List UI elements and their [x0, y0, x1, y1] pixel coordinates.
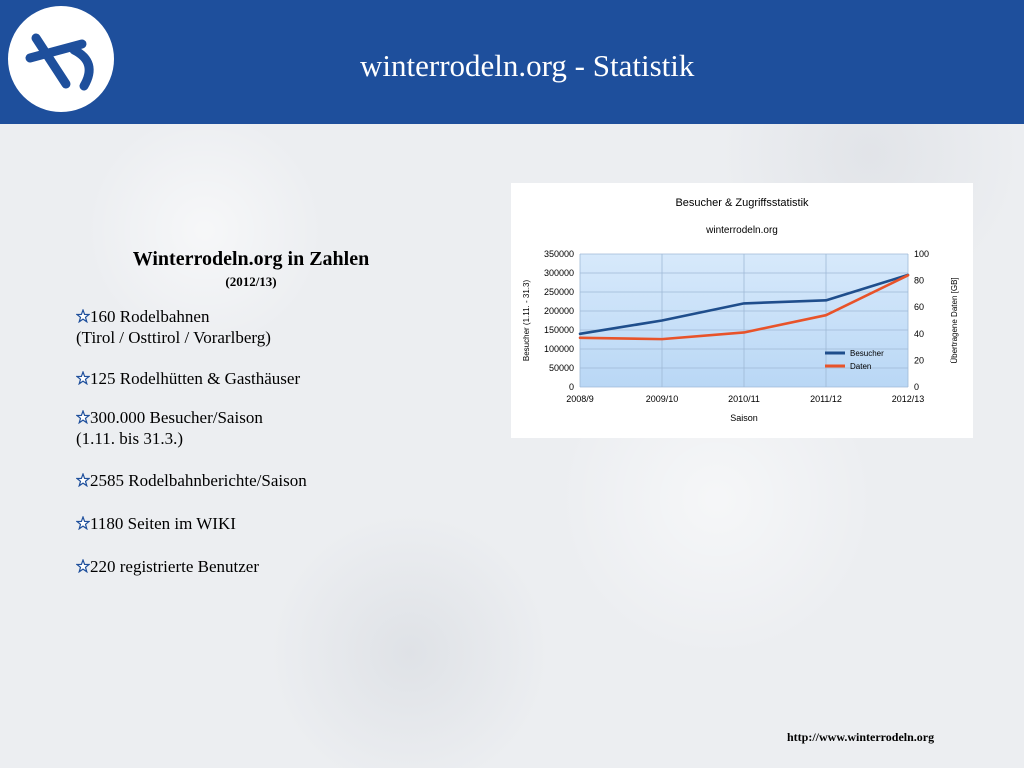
y2-tick-label: 20	[914, 355, 925, 366]
stat-item-text: 125 Rodelhütten & Gasthäuser	[90, 369, 301, 388]
y-tick-label: 50000	[548, 363, 574, 373]
y-tick-label: 0	[568, 382, 574, 392]
y-tick-label: 150000	[543, 325, 574, 335]
x-tick-label: 2012/13	[891, 394, 925, 404]
chart-title: Besucher & Zugriffsstatistik	[675, 197, 809, 209]
stat-item-text: 220 registrierte Benutzer	[90, 557, 259, 576]
x-tick-label: 2010/11	[728, 394, 760, 404]
stat-item-detail: (1.11. bis 31.3.)	[76, 429, 184, 448]
y-axis-ticks	[544, 249, 574, 392]
star-icon	[76, 371, 90, 385]
stat-item-text: 300.000 Besucher/Saison	[90, 408, 263, 427]
page-title: winterrodeln.org - Statistik	[360, 48, 695, 83]
stat-item	[76, 407, 263, 449]
y2-tick-label: 80	[914, 275, 925, 286]
stat-item	[76, 368, 300, 389]
legend-label: Daten	[850, 362, 872, 371]
x-tick-label: 2011/12	[810, 394, 842, 404]
winterrodeln-logo	[8, 6, 114, 112]
star-icon	[76, 559, 90, 573]
y2-axis-label: Übertragene Daten [GB]	[950, 277, 959, 364]
sled-logo-icon	[8, 6, 114, 112]
y-tick-label: 350000	[543, 249, 574, 259]
x-tick-label: 2008/9	[566, 394, 594, 404]
y2-tick-label: 0	[914, 382, 920, 392]
stats-title: Winterrodeln.org in Zahlen	[132, 248, 370, 270]
stats-subtitle: (2012/13)	[225, 274, 277, 289]
stat-item	[76, 513, 236, 534]
x-tick-label: 2009/10	[645, 394, 679, 404]
star-icon	[76, 516, 90, 530]
stat-item-detail: (Tirol / Osttirol / Vorarlberg)	[76, 328, 271, 347]
star-icon	[76, 410, 90, 424]
chart-subtitle: winterrodeln.org	[706, 225, 778, 236]
y-tick-label: 250000	[543, 287, 574, 297]
y2-axis-ticks	[914, 249, 929, 392]
line-chart	[511, 183, 973, 438]
x-axis-label: Saison	[730, 413, 758, 423]
y2-tick-label: 40	[914, 328, 925, 339]
chart-panel	[511, 183, 973, 438]
y-axis-label: Besucher (1.11. - 31.3)	[522, 279, 531, 362]
y-tick-label: 100000	[543, 344, 574, 354]
stat-item	[76, 306, 271, 348]
star-icon	[76, 473, 90, 487]
stat-item-text: 1180 Seiten im WIKI	[90, 514, 236, 533]
legend-label: Besucher	[850, 349, 884, 358]
stat-item	[76, 556, 259, 577]
header-bar	[0, 0, 1024, 124]
x-axis-ticks	[566, 394, 924, 404]
stat-item	[76, 470, 307, 491]
y-tick-label: 200000	[543, 306, 574, 316]
footer-url[interactable]: http://www.winterrodeln.org	[787, 730, 935, 744]
stat-item-text: 160 Rodelbahnen	[90, 307, 210, 326]
star-icon	[76, 309, 90, 323]
y2-tick-label: 60	[914, 302, 925, 313]
y2-tick-label: 100	[914, 249, 930, 259]
stat-item-text: 2585 Rodelbahnberichte/Saison	[90, 471, 307, 490]
y-tick-label: 300000	[543, 268, 574, 278]
